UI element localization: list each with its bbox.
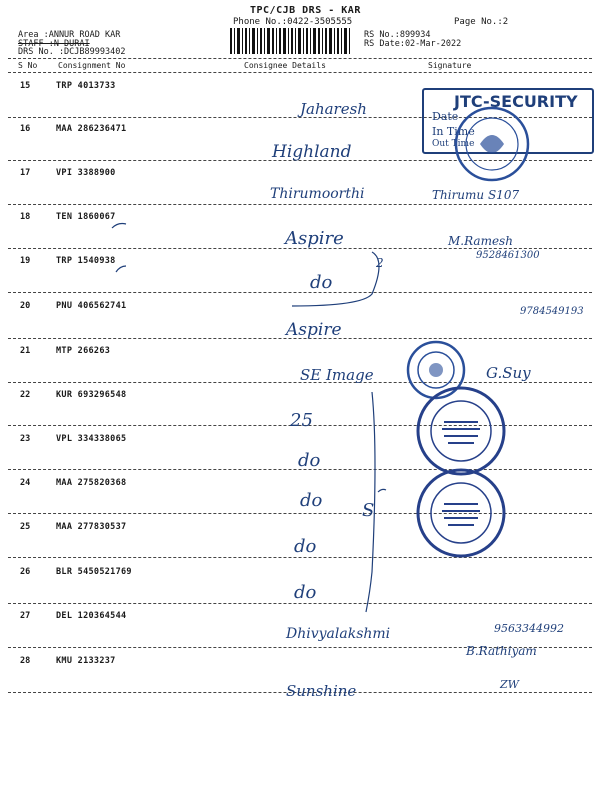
handwritten-consignee: SE Image bbox=[300, 366, 374, 384]
row-consignment: TRP 4013733 bbox=[56, 81, 116, 91]
row-sno: 23 bbox=[20, 434, 31, 444]
col-signature: Signature bbox=[428, 61, 472, 70]
handwritten-consignee: Jaharesh bbox=[300, 100, 367, 118]
stamp-in-time-label: In Time bbox=[432, 125, 475, 138]
handwritten-consignee: do bbox=[300, 490, 323, 511]
handwritten-consignee: Aspire bbox=[285, 228, 344, 249]
row-sno: 27 bbox=[20, 611, 31, 621]
handwritten-signature: M.Ramesh bbox=[448, 234, 513, 248]
handwritten-consignee: do bbox=[298, 450, 321, 471]
handwritten-signature: ZW bbox=[500, 678, 519, 691]
drs-number: DRS No. :DCJB89993402 bbox=[18, 47, 126, 57]
handwritten-consignee: Sunshine bbox=[286, 682, 357, 700]
handwritten-signature: 9784549193 bbox=[520, 306, 584, 317]
rs-date: RS Date:02-Mar-2022 bbox=[364, 39, 462, 49]
bracket-stroke bbox=[292, 252, 379, 306]
handwritten-mark: S bbox=[362, 500, 375, 521]
company-seal-icon bbox=[414, 466, 508, 560]
row-sno: 25 bbox=[20, 522, 31, 532]
handwritten-signature: 9528461300 bbox=[476, 250, 540, 261]
row-consignment: MTP 266263 bbox=[56, 346, 111, 356]
row-sno: 28 bbox=[20, 656, 31, 666]
row-consignment: VPL 334338065 bbox=[56, 434, 127, 444]
row-consignment: KMU 2133237 bbox=[56, 656, 116, 666]
row-sno: 17 bbox=[20, 168, 31, 178]
handwritten-mark: 2 bbox=[376, 256, 384, 270]
handwritten-consignee: Dhivyalakshmi bbox=[286, 626, 391, 642]
rs-number: RS No.:899934 bbox=[364, 30, 431, 40]
handwritten-consignee: 25 bbox=[290, 410, 313, 431]
col-consignee: Consignee Details bbox=[244, 61, 326, 70]
area-field: Area :ANNUR ROAD KAR bbox=[18, 30, 121, 40]
row-sno: 22 bbox=[20, 390, 31, 400]
handwritten-consignee: Highland bbox=[272, 142, 352, 162]
row-consignment: MAA 286236471 bbox=[56, 124, 127, 134]
row-consignment: PNU 406562741 bbox=[56, 301, 127, 311]
handwritten-consignee: Thirumoorthi bbox=[270, 186, 365, 202]
row-consignment: MAA 275820368 bbox=[56, 478, 127, 488]
row-sno: 20 bbox=[20, 301, 31, 311]
col-consignment: Consignment No bbox=[58, 61, 126, 70]
bracket-stroke bbox=[366, 392, 375, 612]
hw-stroke bbox=[112, 224, 126, 229]
row-consignment: BLR 5450521769 bbox=[56, 567, 132, 577]
row-sno: 19 bbox=[20, 256, 31, 266]
handwritten-signature: B.Rathiyam bbox=[466, 644, 537, 658]
row-consignment: KUR 693296548 bbox=[56, 390, 127, 400]
row-sno: 15 bbox=[20, 81, 31, 91]
row-sno: 18 bbox=[20, 212, 31, 222]
col-sno: S No bbox=[18, 61, 38, 70]
phone-number: Phone No.:0422-3505555 bbox=[233, 17, 353, 27]
hw-stroke bbox=[116, 266, 126, 272]
row-consignment: TEN 1860067 bbox=[56, 212, 116, 222]
row-sno: 16 bbox=[20, 124, 31, 134]
highland-seal-icon bbox=[452, 104, 532, 184]
stamp-title: JTC-SECURITY bbox=[454, 92, 578, 111]
page-number: Page No.:2 bbox=[454, 17, 509, 27]
row-consignment: DEL 120364544 bbox=[56, 611, 127, 621]
handwritten-signature: Thirumu S107 bbox=[432, 188, 520, 202]
handwritten-consignee: do bbox=[310, 272, 333, 293]
sheet-title: TPC/CJB DRS - KAR bbox=[250, 5, 361, 16]
handwritten-consignee: do bbox=[294, 582, 317, 603]
handwritten-signature: G.Suy bbox=[486, 364, 531, 382]
staff-field: STAFF :N DURAI bbox=[18, 39, 90, 49]
row-consignment: MAA 277830537 bbox=[56, 522, 127, 532]
row-consignment: VPI 3388900 bbox=[56, 168, 116, 178]
stamp-out-time-label: Out Time bbox=[432, 139, 475, 149]
stamp-date-label: Date bbox=[432, 110, 459, 123]
row-sno: 21 bbox=[20, 346, 31, 356]
company-seal-icon bbox=[414, 384, 508, 478]
hw-stroke bbox=[378, 489, 386, 492]
handwritten-consignee: Aspire bbox=[286, 320, 342, 340]
handwritten-consignee: do bbox=[294, 536, 317, 557]
row-sno: 26 bbox=[20, 567, 31, 577]
row-consignment: TRP 1540938 bbox=[56, 256, 116, 266]
handwritten-signature: 9563344992 bbox=[494, 622, 564, 635]
row-sno: 24 bbox=[20, 478, 31, 488]
